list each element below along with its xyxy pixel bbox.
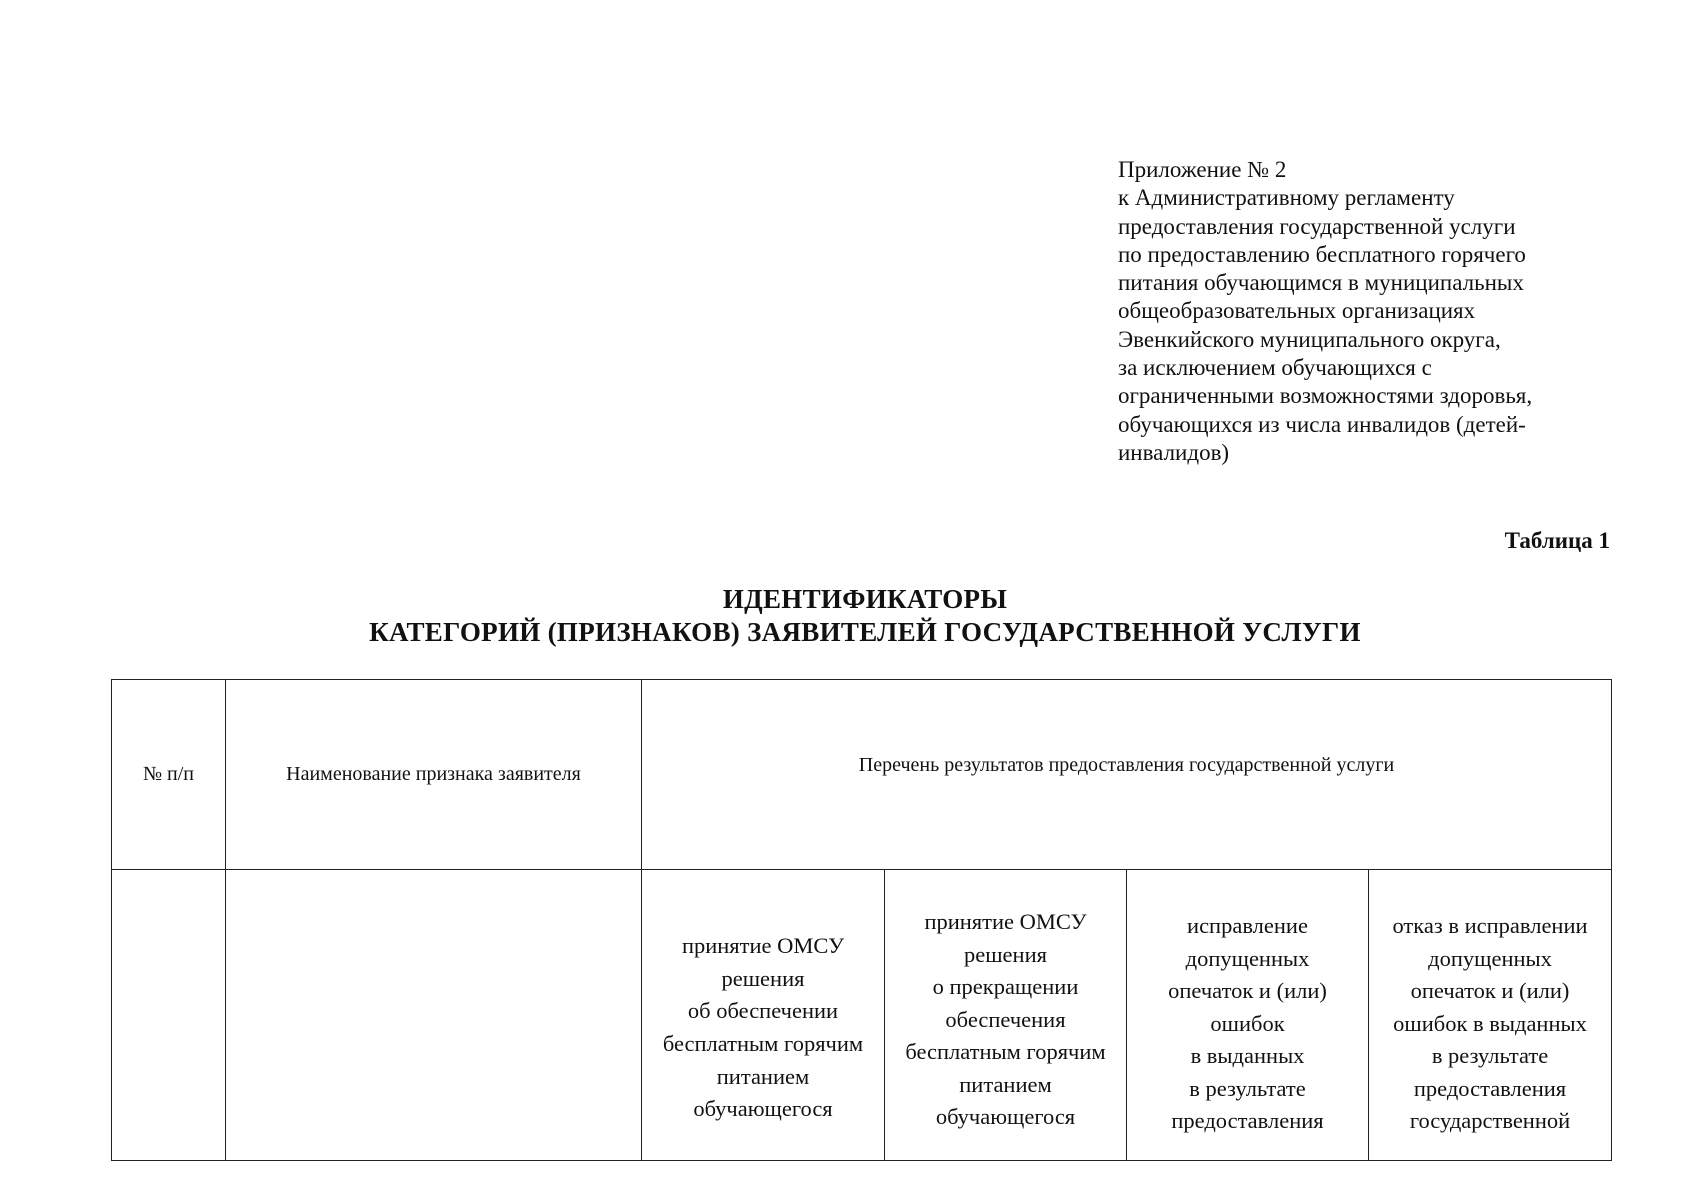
result-cell-line: обеспечения [945,1006,1066,1032]
result-cell-line: решения [964,941,1047,967]
result-cell-line: опечаток и (или) [1168,978,1327,1004]
result-cell-2 [885,870,1127,1161]
result-cell-line: обучающегося [935,1104,1076,1130]
result-cell-line: ошибок в выданных [1393,1010,1587,1036]
appendix-line: по предоставлению бесплатного горячего [1118,241,1526,267]
result-cell-line: обучающегося [693,1096,833,1122]
appendix-line: инвалидов) [1118,439,1230,465]
result-cell-line: предоставления [1413,1075,1567,1101]
result-cell-1 [642,870,885,1161]
result-cell-line: допущенных [1428,945,1552,971]
result-cell-line: питанием [716,1063,810,1089]
cell-criterion [226,870,642,1161]
result-cell-line: предоставления [1171,1108,1324,1134]
appendix-block [1118,156,1578,467]
result-cell-line: о прекращении [932,974,1079,1000]
header-results: Перечень результатов предоставления государственной услуги [642,680,1612,870]
result-cell-line: решения [721,965,805,991]
header-number: № п/п [112,680,226,870]
appendix-line: Эвенкийского муниципального округа, [1118,326,1501,352]
appendix-line: за исключением обучающихся с [1118,355,1432,381]
result-cell-line: в выданных [1190,1043,1305,1069]
appendix-line: ограниченными возможностями здоровья, [1118,383,1533,409]
result-cell-line: принятие ОМСУ [681,933,845,959]
result-cell-line: исправление [1187,912,1308,938]
result-cell-line: об обеспечении [687,998,839,1024]
appendix-line: обучающихся из числа инвалидов (детей- [1118,411,1526,437]
identifiers-table [111,679,1612,1161]
table-label: Таблица 1 [1504,528,1610,553]
result-cell-line: бесплатным горячим [662,1031,864,1056]
result-cell-line: отказ в исправлении [1392,912,1588,938]
result-cell-line: принятие ОМСУ [924,908,1087,934]
appendix-line: предоставления государственной услуги [1118,213,1516,239]
table-row [112,870,1612,1161]
table-header-row [112,680,1612,870]
result-cell-line: ошибок [1210,1010,1285,1036]
appendix-line: питания обучающимся в муниципальных [1118,270,1524,296]
appendix-line: общеобразовательных организациях [1118,298,1476,324]
result-cell-line: опечаток и (или) [1410,978,1570,1004]
document-title: ИДЕНТИФИКАТОРЫ [722,584,1008,614]
appendix-line: Приложение № 2 [1118,157,1287,182]
cell-number [112,870,226,1161]
result-cell-line: питанием [959,1071,1052,1097]
result-cell-line: допущенных [1185,945,1310,971]
document-subtitle: КАТЕГОРИЙ (ПРИЗНАКОВ) ЗАЯВИТЕЛЕЙ ГОСУДАРСТВЕННОЙ УСЛУГИ [369,617,1361,647]
result-cell-line: в результате [1189,1075,1306,1101]
header-criterion: Наименование признака заявителя [226,680,642,870]
result-cell-4 [1369,870,1612,1161]
appendix-line: к Административному регламенту [1118,185,1455,211]
result-cell-3 [1127,870,1369,1161]
result-cell-line: в результате [1431,1043,1549,1069]
result-cell-line: бесплатным горячим [905,1039,1106,1065]
result-cell-line: государственной [1409,1108,1571,1134]
